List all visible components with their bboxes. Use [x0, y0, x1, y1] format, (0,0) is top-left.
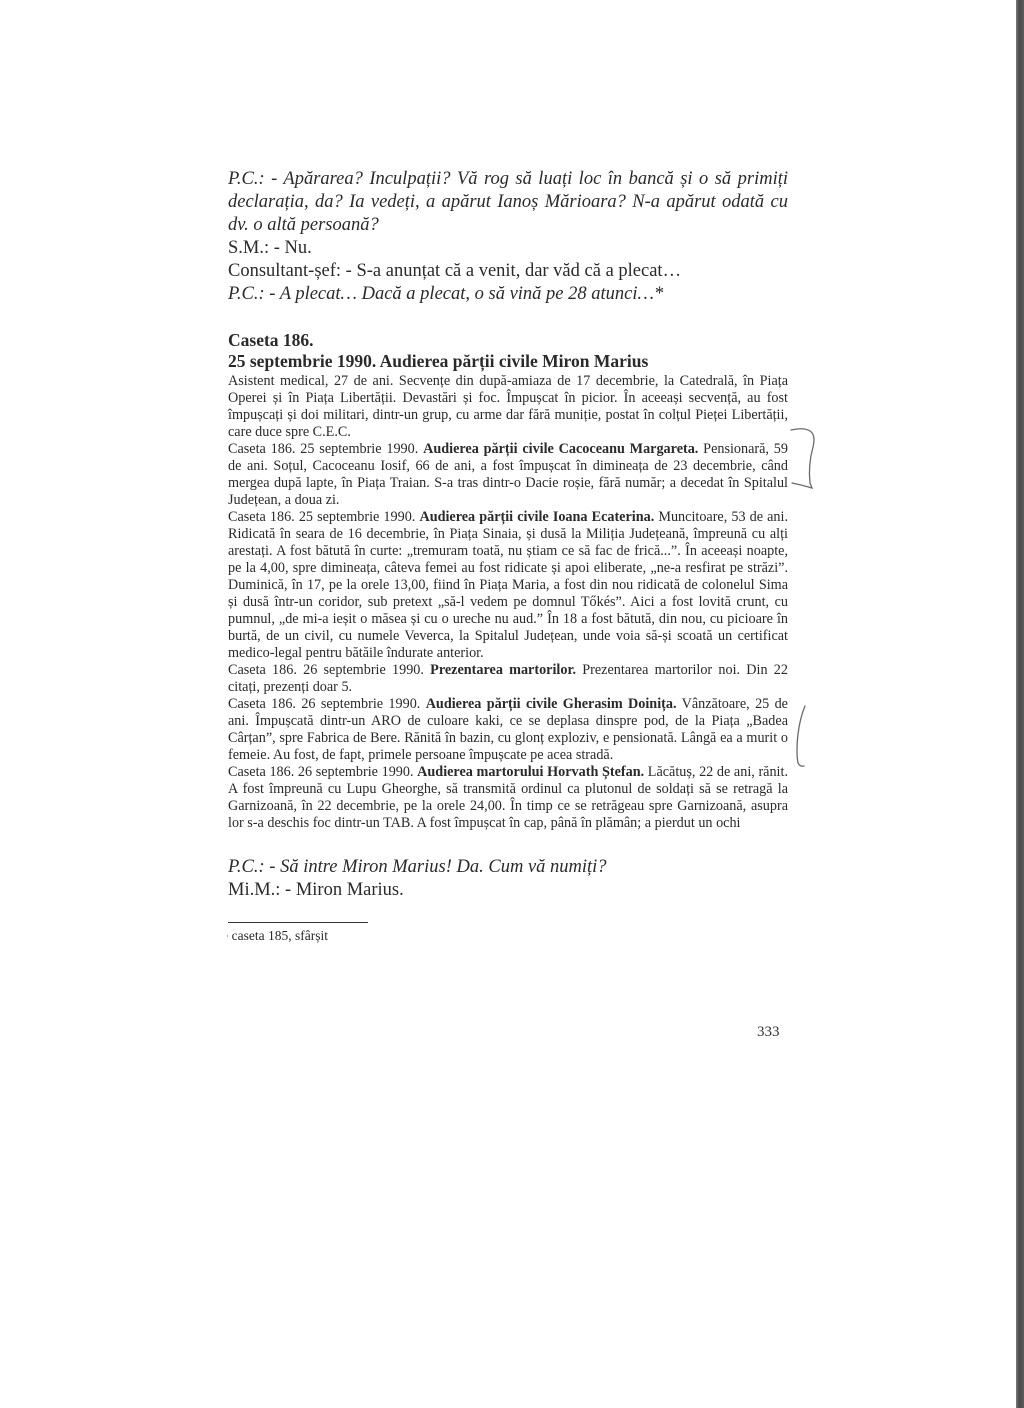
dialog-line: P.C.: - Apărarea? Inculpații? Vă rog să luați loc în bancă și o să primiți declarația, da? Ia vedeți, a apărut Ianoș Mărioara? N-a apărut odată cu dv. o altă persoană?	[228, 169, 788, 235]
entry-paragraph	[228, 662, 788, 696]
entry-text: Pensionară, 59 de ani. Soțul, Cacoceanu Iosif, 66 de ani, a fost împușcat în dimineața de 23 decembrie, când mergea după lapte, în Piața Traian. S-a tras dintr-o Dacie roșie, fără număr; a decedat în Spitalul Județean, a doua zi.	[228, 441, 788, 508]
entry-text: Vânzătoare, 25 de ani. Împușcată dintr-un ARO de culoare kaki, ce se deplasa dinspre pod, de la Piața „Badea Cârțan”, spre Fabrica de Bere. Rănită în bazin, cu glonț exploziv, e pensionată. Lângă ea a murit o femeie. Au fost, de fapt, primele persoane împușcate pe acea stradă.	[228, 696, 788, 763]
entry-paragraph	[228, 696, 788, 764]
entry-title: Audierea părții civile Gherasim Doinița.	[425, 696, 677, 712]
entry-prefix: Caseta 186. 26 septembrie 1990.	[228, 764, 418, 780]
heading-line-2: 25 septembrie 1990. Audierea părții civile Miron Marius	[228, 351, 649, 371]
dialog-line: Consultant-șef: - S-a anunțat că a venit, dar văd că a plecat…	[228, 261, 682, 281]
entry-prefix: Caseta 186. 26 septembrie 1990.	[228, 696, 426, 712]
entry-title: Audierea părții civile Cacoceanu Margareta.	[423, 441, 699, 457]
dialog-line: S.M.: - Nu.	[228, 238, 312, 258]
entry-paragraph	[228, 373, 788, 441]
dialog-line: P.C.: - Să intre Miron Marius! Da. Cum vă numiți?	[228, 857, 607, 877]
scanner-edge-strip	[1016, 0, 1024, 1408]
document-page	[228, 168, 788, 946]
section-heading	[228, 330, 788, 372]
footnote-divider	[228, 922, 368, 923]
footnote-mark: ·	[226, 931, 229, 941]
entry-text: Prezentarea martorilor noi. Din 22 citați, prezenți doar 5.	[228, 662, 788, 695]
entry-title: Prezentarea martorilor.	[430, 662, 576, 678]
footnote	[228, 927, 788, 946]
entry-prefix: Caseta 186. 26 septembrie 1990.	[228, 662, 431, 678]
handwritten-bracket-mark	[788, 425, 828, 495]
page-number: 333	[757, 1024, 780, 1040]
entry-text: Muncitoare, 53 de ani. Ridicată în seara de 16 decembrie, în Piața Sinaia, și dusă la Miliția Județeană, împreună cu alți arestați. A fost bătută în curte: „tremuram toată, nu știam ce să fac de frică...”. În aceeași noapte, pe la 4,00, spre dimineața, câteva femei au fost ridicate și apoi eliberate, „ne-a resfirat pe străzi”. Duminică, în 17, pe la orele 13,00, fiind în Piața Maria, a fost din nou ridicată de colonelul Sima și dusă într-un coridor, sub pretext „să-l vedem pe domnul Tőkés”. Aici a fost lovită crunt, cu pumnul, „de mi-a ieșit o măsea și cu o ureche nu aud.” În 18 a fost bătută, din nou, cu picioare în burtă, de un civil, cu numele Veverca, la Spitalul Județean, unde voia să-și scoată un certificat medico-legal pentru bătăile îndurate anterior.	[228, 509, 789, 661]
entry-paragraph	[228, 441, 788, 509]
entry-text: Lăcătuș, 22 de ani, rănit. A fost împreună cu Lupu Gheorghe, să transmită ordinul ca plutonul de soldați să se retragă la Garnizoană, în 22 decembrie, pe la orele 24,00. În timp ce se retrăgeau spre Garnizoană, asupra lor s-a deschis foc dintr-un TAB. A fost împușcat în cap, până în plămân; a pierdut un ochi	[228, 764, 788, 831]
entries-list	[228, 373, 788, 832]
dialog-line: Mi.M.: - Miron Marius.	[228, 880, 404, 900]
handwritten-stroke-mark	[788, 700, 818, 772]
footnote-text: caseta 185, sfârșit	[231, 928, 329, 943]
entry-paragraph	[228, 764, 788, 832]
entry-text: Asistent medical, 27 de ani. Secvențe din după-amiaza de 17 decembrie, la Catedrală, în Piața Operei și în Piața Libertății. Devastări și foc. Împușcat în picior. În aceeași secvență, au fost împușcați și doi militari, dintr-un grup, cu arme dar fără muniție, postat în colțul Pieței Libertății, care duce spre C.E.C.	[228, 373, 788, 440]
entry-prefix: Caseta 186. 25 septembrie 1990.	[228, 441, 424, 457]
heading-line-1: Caseta 186.	[228, 330, 314, 350]
entry-prefix: Caseta 186. 25 septembrie 1990.	[228, 509, 420, 525]
entry-title: Audierea martorului Horvath Ștefan.	[417, 764, 645, 780]
dialog-line: P.C.: - A plecat… Dacă a plecat, o să vină pe 28 atunci…*	[228, 284, 664, 304]
entry-paragraph	[228, 509, 788, 662]
dialog-top	[228, 168, 788, 306]
dialog-bottom	[228, 856, 788, 902]
entry-title: Audierea părții civile Ioana Ecaterina.	[419, 509, 655, 525]
